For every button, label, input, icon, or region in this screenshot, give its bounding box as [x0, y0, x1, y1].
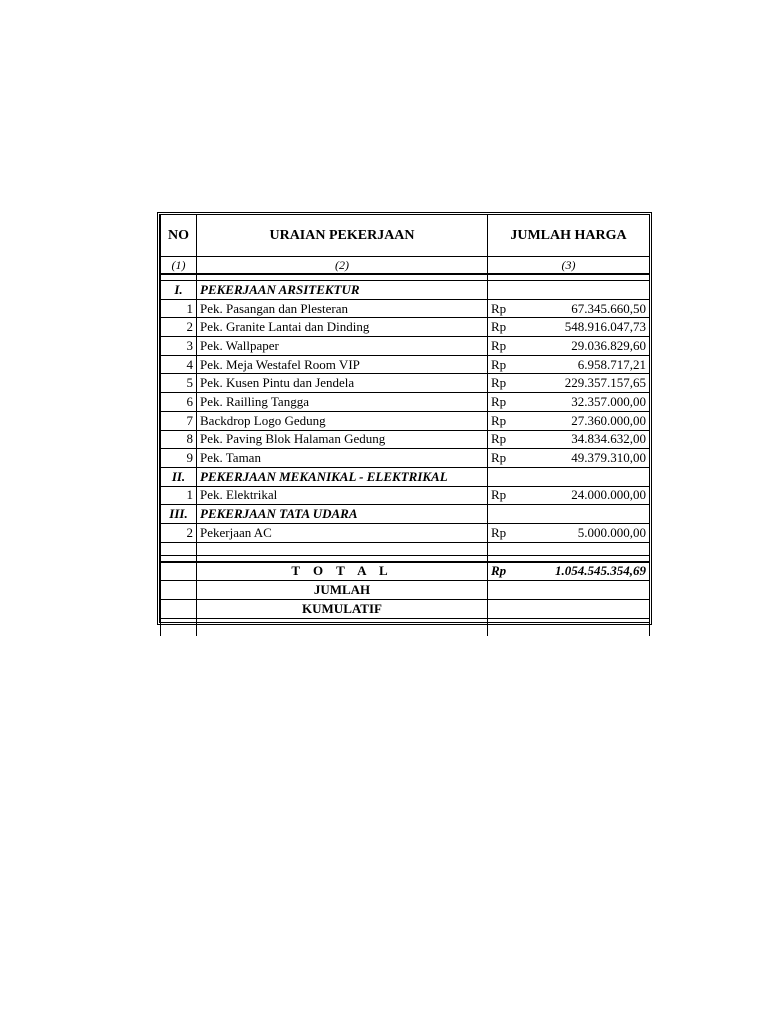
- jumlah-label: JUMLAH: [197, 581, 488, 600]
- item-currency: Rp: [488, 318, 534, 337]
- column-number-row: [161, 257, 650, 275]
- item-description: Pek. Granite Lantai dan Dinding: [197, 318, 488, 337]
- table-row: [161, 355, 650, 374]
- table-row: [161, 523, 650, 542]
- table-row: [161, 486, 650, 505]
- section-number: III.: [161, 505, 197, 524]
- item-description: Pek. Paving Blok Halaman Gedung: [197, 430, 488, 449]
- section-row: [161, 467, 650, 486]
- section-empty-value: [534, 505, 650, 524]
- item-currency: Rp: [488, 374, 534, 393]
- item-currency: Rp: [488, 449, 534, 468]
- section-empty-value: [534, 281, 650, 300]
- item-number: 9: [161, 449, 197, 468]
- kumulatif-no: [161, 600, 197, 619]
- blank-cell: [197, 542, 488, 555]
- item-value: 67.345.660,50: [534, 299, 650, 318]
- item-currency: Rp: [488, 355, 534, 374]
- cost-table: [160, 215, 650, 636]
- item-value: 229.357.157,65: [534, 374, 650, 393]
- item-number: 1: [161, 299, 197, 318]
- kumulatif-cur: [488, 600, 534, 619]
- total-row: [161, 562, 650, 581]
- blank-row: [161, 542, 650, 555]
- table-row: [161, 411, 650, 430]
- item-number: 1: [161, 486, 197, 505]
- item-description: Pek. Pasangan dan Plesteran: [197, 299, 488, 318]
- section-empty-cur: [488, 281, 534, 300]
- item-currency: Rp: [488, 430, 534, 449]
- trailing-row: [161, 618, 650, 636]
- kumulatif-label: KUMULATIF: [197, 600, 488, 619]
- total-value: 1.054.545.354,69: [534, 562, 650, 581]
- table-row: [161, 430, 650, 449]
- item-number: 4: [161, 355, 197, 374]
- item-value: 27.360.000,00: [534, 411, 650, 430]
- header-amount: JUMLAH HARGA: [488, 215, 650, 257]
- trailing-cell: [488, 618, 534, 636]
- item-currency: Rp: [488, 337, 534, 356]
- table-row: [161, 393, 650, 412]
- item-value: 5.000.000,00: [534, 523, 650, 542]
- header-row: [161, 215, 650, 257]
- header-description: URAIAN PEKERJAAN: [197, 215, 488, 257]
- item-value: 548.916.047,73: [534, 318, 650, 337]
- table-row: [161, 337, 650, 356]
- item-number: 2: [161, 318, 197, 337]
- jumlah-cur: [488, 581, 534, 600]
- item-value: 29.036.829,60: [534, 337, 650, 356]
- header-no: NO: [161, 215, 197, 257]
- section-title: PEKERJAAN ARSITEKTUR: [197, 281, 488, 300]
- total-currency: Rp: [488, 562, 534, 581]
- item-currency: Rp: [488, 523, 534, 542]
- item-currency: Rp: [488, 393, 534, 412]
- item-description: Pek. Wallpaper: [197, 337, 488, 356]
- item-description: Backdrop Logo Gedung: [197, 411, 488, 430]
- jumlah-no: [161, 581, 197, 600]
- item-description: Pek. Railling Tangga: [197, 393, 488, 412]
- blank-cell: [534, 542, 650, 555]
- item-number: 5: [161, 374, 197, 393]
- blank-cell: [488, 542, 534, 555]
- item-number: 3: [161, 337, 197, 356]
- section-title: PEKERJAAN TATA UDARA: [197, 505, 488, 524]
- item-description: Pek. Taman: [197, 449, 488, 468]
- item-description: Pek. Meja Westafel Room VIP: [197, 355, 488, 374]
- blank-cell: [161, 542, 197, 555]
- cost-summary-sheet: [157, 212, 652, 625]
- jumlah-value: [534, 581, 650, 600]
- section-number: II.: [161, 467, 197, 486]
- section-title: PEKERJAAN MEKANIKAL - ELEKTRIKAL: [197, 467, 488, 486]
- item-value: 32.357.000,00: [534, 393, 650, 412]
- colnum-2: (2): [197, 257, 488, 275]
- section-number: I.: [161, 281, 197, 300]
- item-number: 7: [161, 411, 197, 430]
- table-row: [161, 449, 650, 468]
- item-description: Pek. Kusen Pintu dan Jendela: [197, 374, 488, 393]
- item-description: Pekerjaan AC: [197, 523, 488, 542]
- trailing-cell: [197, 618, 488, 636]
- trailing-cell: [534, 618, 650, 636]
- item-currency: Rp: [488, 486, 534, 505]
- table-row: [161, 299, 650, 318]
- item-currency: Rp: [488, 411, 534, 430]
- kumulatif-value: [534, 600, 650, 619]
- item-value: 24.000.000,00: [534, 486, 650, 505]
- section-row: [161, 505, 650, 524]
- item-description: Pek. Elektrikal: [197, 486, 488, 505]
- kumulatif-row: [161, 600, 650, 619]
- jumlah-row: [161, 581, 650, 600]
- total-no: [161, 562, 197, 581]
- section-empty-cur: [488, 505, 534, 524]
- colnum-3: (3): [488, 257, 650, 275]
- item-number: 2: [161, 523, 197, 542]
- item-value: 34.834.632,00: [534, 430, 650, 449]
- item-number: 8: [161, 430, 197, 449]
- section-empty-value: [534, 467, 650, 486]
- item-value: 49.379.310,00: [534, 449, 650, 468]
- section-row: [161, 281, 650, 300]
- colnum-1: (1): [161, 257, 197, 275]
- item-number: 6: [161, 393, 197, 412]
- item-currency: Rp: [488, 299, 534, 318]
- table-row: [161, 374, 650, 393]
- section-empty-cur: [488, 467, 534, 486]
- table-row: [161, 318, 650, 337]
- total-label: T O T A L: [197, 562, 488, 581]
- item-value: 6.958.717,21: [534, 355, 650, 374]
- trailing-cell: [161, 618, 197, 636]
